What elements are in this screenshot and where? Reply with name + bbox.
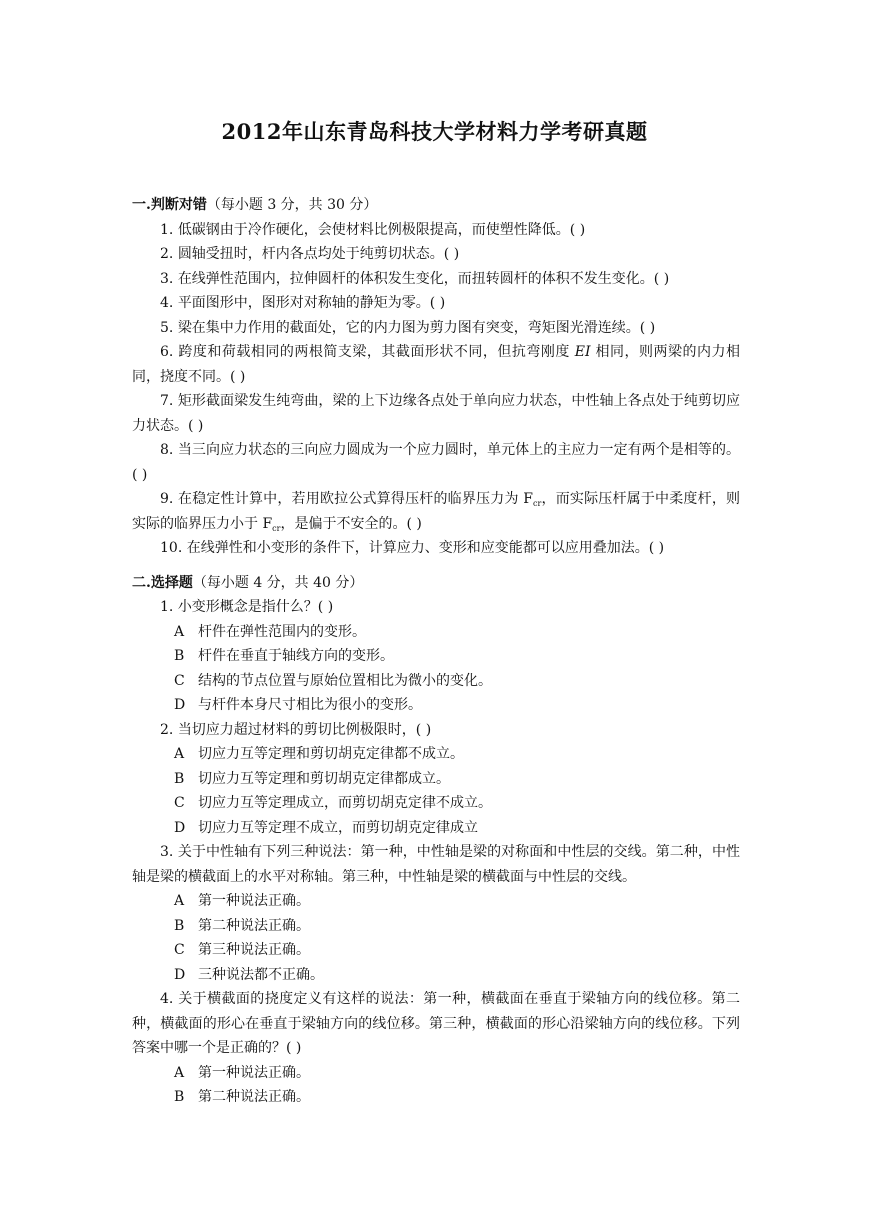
answer-option: B 第二种说法正确。 xyxy=(174,917,310,934)
question-item: 4. 关于横截面的挠度定义有这样的说法：第一种，横截面在垂直于梁轴方向的线位移。第二种，横截面的形心在垂直于梁轴方向的线位移。第三种，横截面的形心沿梁轴方向的线位移。下列答案中哪一个是正确的？( ) xyxy=(132,991,741,1056)
answer-option: C 结构的节点位置与原始位置相比为微小的变化。 xyxy=(174,672,492,689)
section-heading: 二.选择题（每小题 4 分，共 40 分） xyxy=(132,574,364,591)
question-item: 4. 平面图形中，图形对对称轴的静矩为零。( ) xyxy=(160,295,446,311)
answer-option: A 第一种说法正确。 xyxy=(174,893,310,909)
question-item: 7. 矩形截面梁发生纯弯曲，梁的上下边缘各点处于单向应力状态，中性轴上各点处于纯剪切应力状态。( ) xyxy=(132,393,741,434)
question-item: 2. 当切应力超过材料的剪切比例极限时，( ) xyxy=(160,721,432,738)
question-item: 2. 圆轴受扭时，杆内各点均处于纯剪切状态。( ) xyxy=(160,246,460,262)
section-true-false xyxy=(132,193,740,561)
answer-option: D 三种说法都不正确。 xyxy=(174,966,324,983)
question-item: 1. 小变形概念是指什么？( ) xyxy=(160,599,334,615)
answer-option: B 切应力互等定理和剪切胡克定律都成立。 xyxy=(174,770,450,787)
answer-option: D 与杆件本身尺寸相比为很小的变形。 xyxy=(174,697,422,713)
answer-option: A 杆件在弹性范围内的变形。 xyxy=(174,623,366,640)
answer-option: D 切应力互等定理不成立，而剪切胡克定律成立 xyxy=(174,819,478,836)
question-item: 3. 在线弹性范围内，拉伸圆杆的体积发生变化，而扭转圆杆的体积不发生变化。( ) xyxy=(160,270,670,287)
question-item: 10. 在线弹性和小变形的条件下，计算应力、变形和应变能都可以应用叠加法。( ) xyxy=(160,540,665,556)
section-multiple-choice xyxy=(132,571,740,1110)
question-item: 5. 梁在集中力作用的截面处，它的内力图为剪力图有突变，弯矩图光滑连续。( ) xyxy=(160,319,656,336)
answer-option: C 第三种说法正确。 xyxy=(174,942,310,958)
section-heading: 一.判断对错（每小题 3 分，共 30 分） xyxy=(132,197,378,213)
question-item: 1. 低碳钢由于冷作硬化，会使材料比例极限提高，而使塑性降低。( ) xyxy=(160,221,586,238)
answer-option: B 杆件在垂直于轴线方向的变形。 xyxy=(174,648,394,664)
question-item: 9. 在稳定性计算中，若用欧拉公式算得压杆的临界压力为 $F_{cr}$，而实际压杆属于中柔度杆，则实际的临界压力小于 $F_{cr}$，是偏于不安全的。( ) xyxy=(132,491,741,533)
answer-option: B 第二种说法正确。 xyxy=(174,1089,310,1105)
question-item: 6. 跨度和荷载相同的两根简支梁，其截面形状不同，但抗弯刚度 EI 相同，则两梁的内力相同，挠度不同。( ) xyxy=(132,344,741,385)
question-item: 3. 关于中性轴有下列三种说法：第一种，中性轴是梁的对称面和中性层的交线。第二种，中性轴是梁的横截面上的水平对称轴。第三种，中性轴是梁的横截面与中性层的交线。 xyxy=(132,844,741,885)
page-title: 2012年山东青岛科技大学材料力学考研真题 xyxy=(221,119,648,144)
answer-option: A 第一种说法正确。 xyxy=(174,1064,310,1081)
answer-option: A 切应力互等定理和剪切胡克定律都不成立。 xyxy=(174,746,464,762)
answer-option: C 切应力互等定理成立，而剪切胡克定律不成立。 xyxy=(174,795,492,811)
question-item: 8. 当三向应力状态的三向应力圆成为一个应力圆时，单元体上的主应力一定有两个是相等的。( ) xyxy=(132,442,741,483)
document-body xyxy=(132,193,740,1110)
